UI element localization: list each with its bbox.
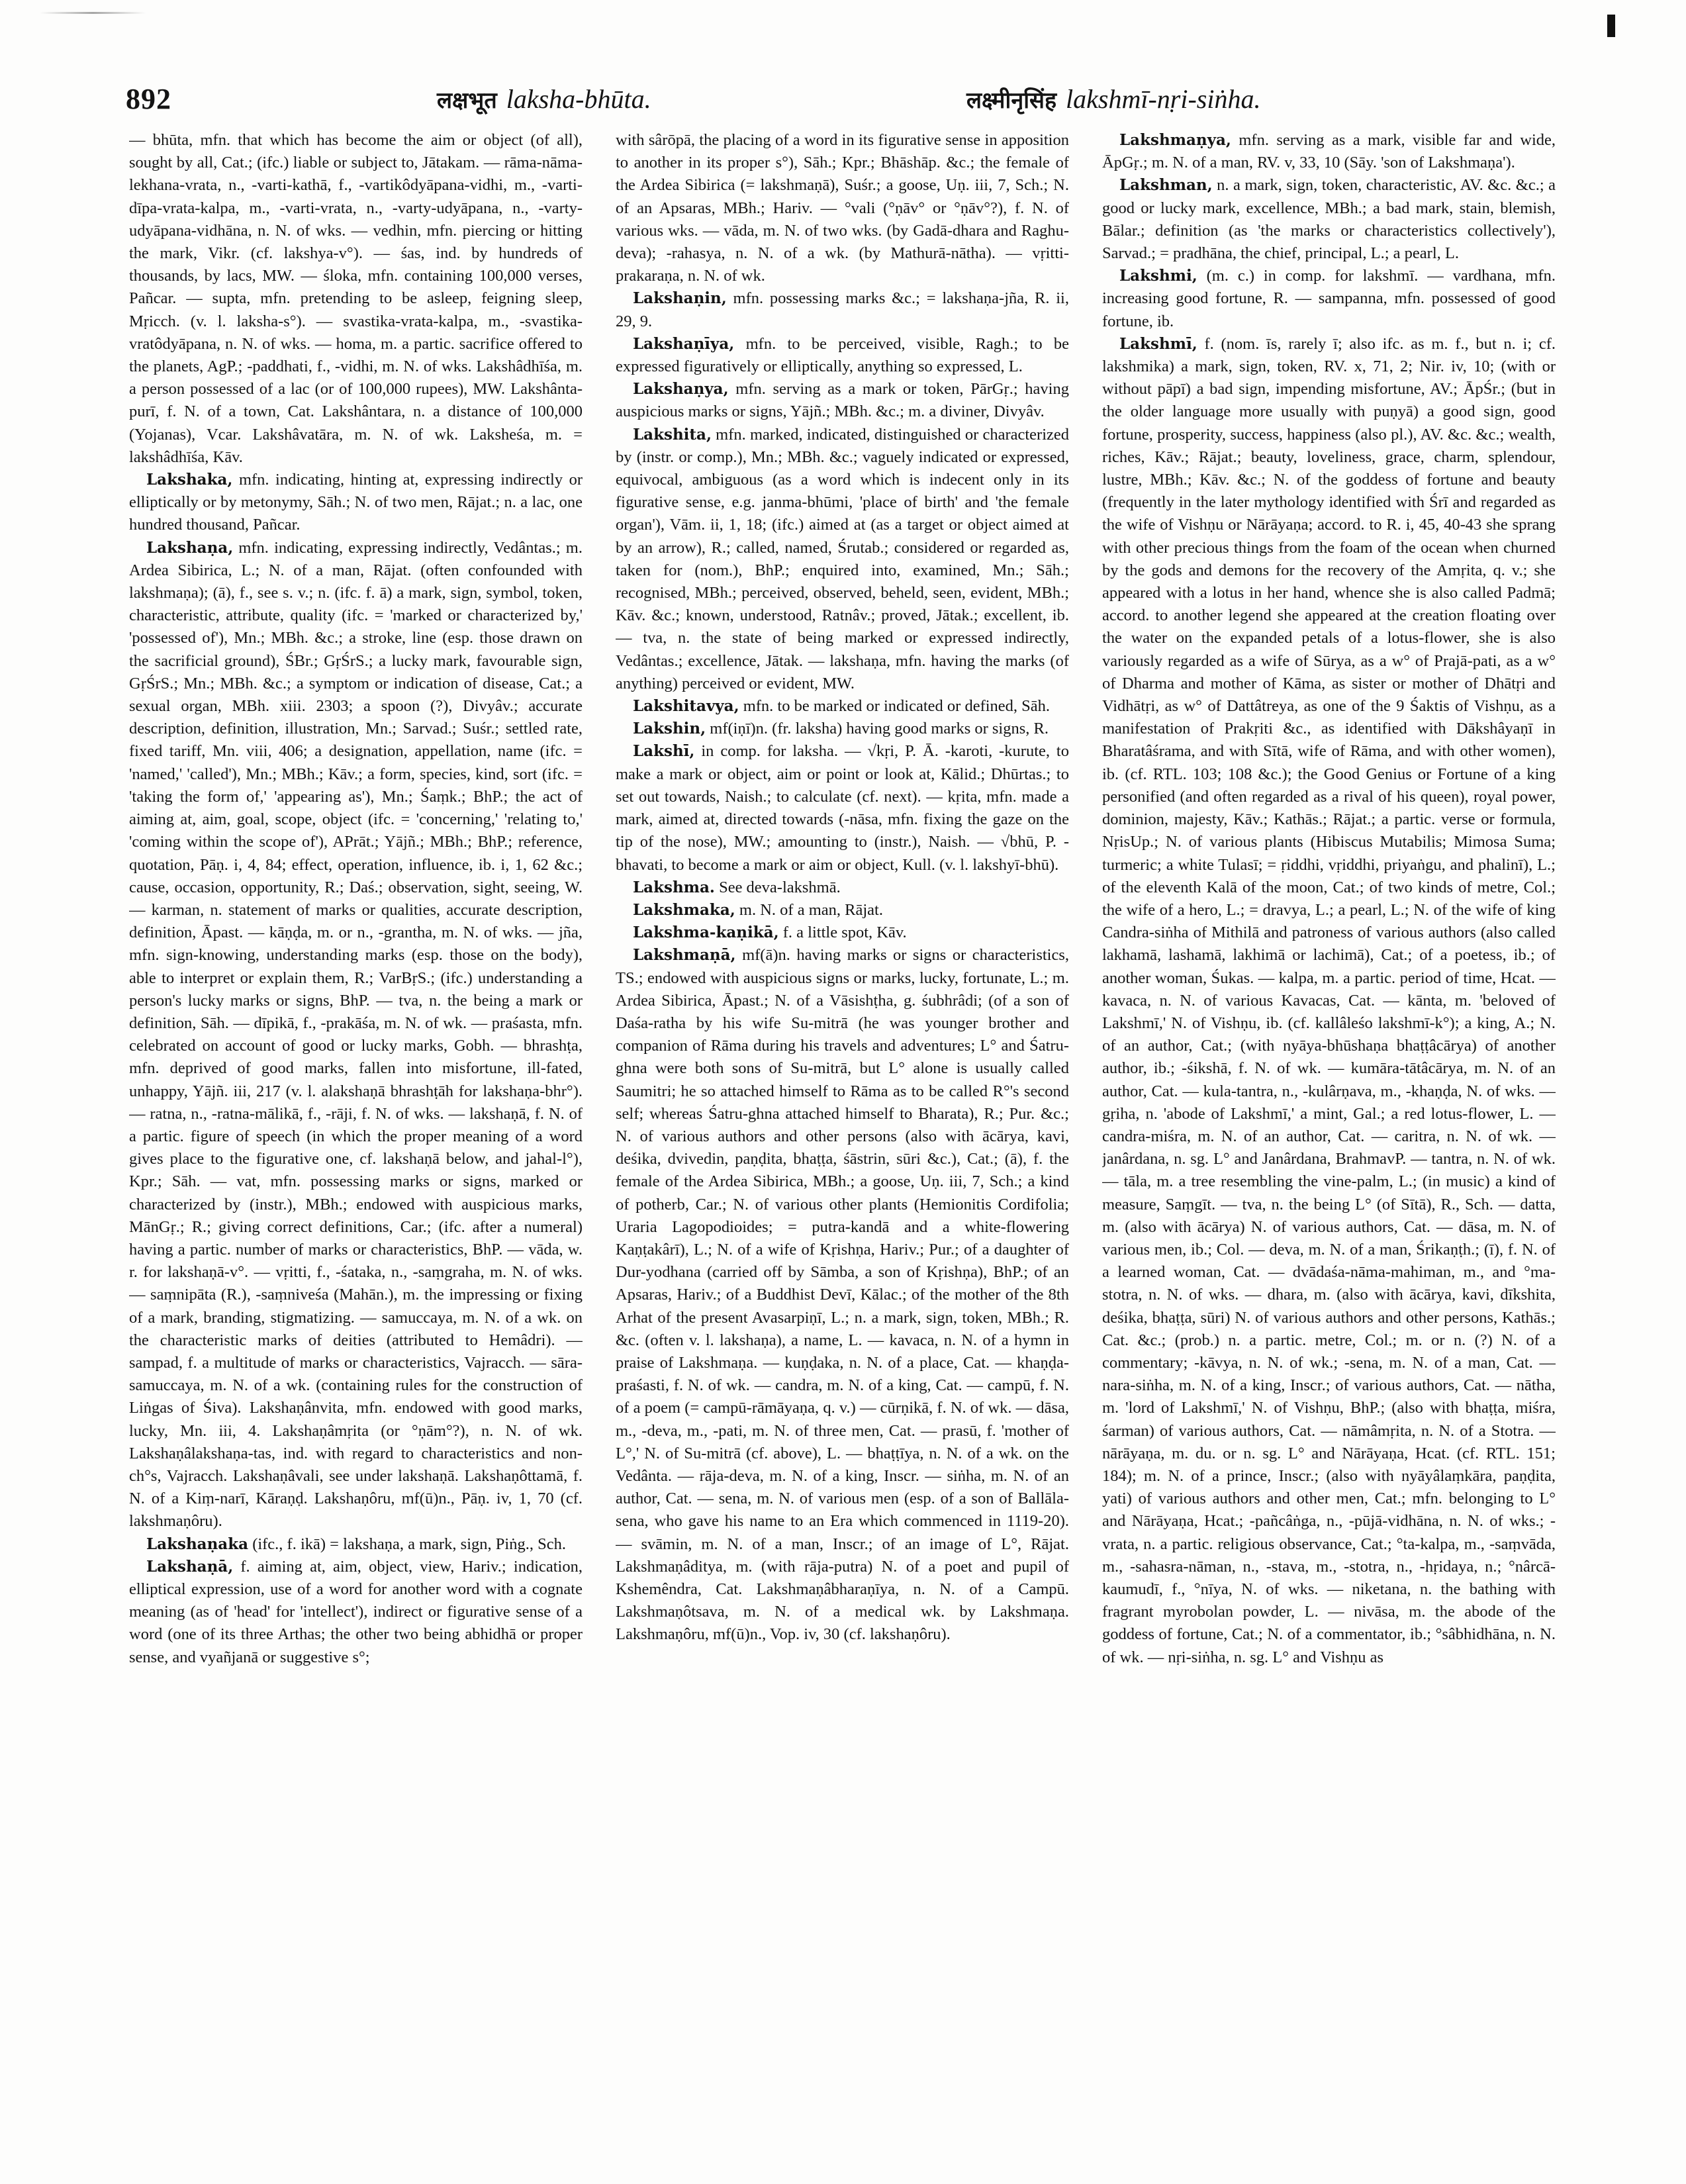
entry-definition: — bhūta, mfn. that which has become the aim or object (of all), sought by all, Cat.; (ifc.) liable or subject to, Jātakam. — rāma-nāma-lekhana-vrata, n., -varti-kathā, f., -vartikôdyāpana-vidhi, m., -varti-dīpa-vrata-kalpa, m., -varti-vrata, n., -varty-udyāpana, n., -varty-udyāpana-vidhāna, n. N. of wks. — vedhin, mfn. piercing or hitting the mark, Vikr. (cf. lakshya-v°). — śas, ind. by hundreds of thousands, by lacs, MW. — śloka, mfn. containing 100,000 verses, Pañcar. — supta, mfn. pretending to be asleep, feigning sleep, Mṛicch. (v. l. laksha-s°). — svastika-vrata-kalpa, m., -svastika-vratôdyāpana, n. N. of wks. — homa, m. a partic. sacrifice offered to the planets, AgP.; -paddhati, f., -vidhi, m. N. of wks. Lakshâdhīśa, m. a person possessed of a lac (or of 100,000 rupees), MW. Lakshânta-purī, f. N. of a town, Cat. Lakshântara, n. a distance of 100,000 (Yojanas), Vcar. Lakshâvatāra, m. N. of wk. Laksheśa, m. = lakshâdhīśa, Kāv. bbox=[129, 131, 583, 466]
entry-definition: mf(ā)n. having marks or signs or characteristics, TS.; endowed with auspicious signs or marks, lucky, fortunate, L.; m. Ardea Sibirica, Āpast.; N. of a Vāsishṭha, g. śubhrâdi; (of a son of Daśa-ratha by his wife Su-mitrā (he was younger brother and companion of Rāma during his travels and adventures; L° and Śatru-ghna were both sons of Su-mitrā, but L° alone is usually called Saumitri; he so attached himself to Rāma as to be called R°'s second self; whereas Śatru-ghna attached himself to Bharata), R.; Pur. &c.; N. of various authors and other persons (also with ācārya, kavi, deśika, dvivedin, paṇḍita, bhaṭṭa, śāstrin, sūri &c.), Cat.; (ā), f. the female of the Ardea Sibirica, MBh.; a goose, Uṇ. iii, 7, Sch.; a kind of potherb, Car.; N. of various other plants (Hemionitis Cordifolia; Uraria Lagopodioides; = putra-kandā and a white-flowering Kaṇṭakârī), L.; N. of a wife of Kṛishṇa, Hariv.; Pur.; of a daughter of Dur-yodhana (carried off by Sāmba, a son of Kṛishṇa), BhP.; of an Apsaras, Hariv.; of a Buddhist Devī, Kālac.; of the mother of the 8th Arhat of the present Avasarpiṇī, L.; n. a mark, sign, token, MBh.; R. &c. (often v. l. lakshaṇa), a name, L. — kavaca, n. N. of a hymn in praise of Lakshmaṇa. — kuṇḍaka, n. N. of a place, Cat. — khaṇḍa-praśasti, f. N. of wk. — candra, m. N. of a king, Cat. — campū, f. N. of a poem (= campū-rāmāyaṇa, q. v.) — cūrṇikā, f. N. of wk. — dāsa, m., -deva, m., -pati, m. N. of three men, Cat. — prasū, f. 'mother of L°,' N. of Su-mitrā (cf. above), L. — bhaṭṭīya, n. N. of a wk. on the Vedânta. — rāja-deva, m. N. of a king, Inscr. — siṅha, m. N. of an author, Cat. — sena, m. N. of various men (esp. of a son of Ballāla-sena, who gave his name to an Era which commenced in 1119-20). — svāmin, m. N. of a man, Inscr.; of an image of L°, Rājat. Lakshmaṇâditya, m. (with rāja-putra) N. of a poet and pupil of Kshemêndra, Cat. Lakshmaṇâbharaṇīya, n. N. of a Campū. Lakshmaṇôtsava, m. N. of a medical wk. by Lakshmaṇa. Lakshmaṇôru, mf(ū)n., Vop. iv, 30 (cf. lakshaṇôru). bbox=[616, 946, 1069, 1644]
entry-headword: Lakshita, bbox=[633, 425, 712, 444]
entry-headword: Lakshma-kaṇikā, bbox=[633, 924, 779, 942]
entry-headword: Lakshin, bbox=[633, 720, 706, 738]
header-left-headword bbox=[437, 83, 651, 115]
dictionary-entry bbox=[616, 899, 1069, 922]
dictionary-entry bbox=[616, 287, 1069, 332]
dictionary-entry bbox=[1102, 129, 1556, 174]
dictionary-entry bbox=[129, 469, 583, 537]
dictionary-entry bbox=[129, 1556, 583, 1669]
entry-definition: (m. c.) in comp. for lakshmī. — vardhana, mfn. increasing good fortune, R. — sampanna, mfn. possessed of good fortune, ib. bbox=[1102, 267, 1556, 330]
dictionary-entry bbox=[129, 537, 583, 1533]
entry-definition: with sârōpā, the placing of a word in its figurative sense in apposition to another in its proper s°), Sāh.; Kpr.; Bhāshāp. &c.; the female of the Ardea Sibirica (= lakshmaṇā), Suśr.; a goose, Uṇ. iii, 7, Sch.; N. of an Apsaras, MBh.; Hariv. — °vali (°ṇāv° or °ṇāv°?), f. N. of various wks. — vāda, m. N. of two wks. (by Gadā-dhara and Raghu-deva); -rahasya, n. N. of a wk. (by Mathurā-nātha). — vṛitti-prakaraṇa, n. N. of wk. bbox=[616, 131, 1069, 285]
dictionary-entry bbox=[616, 424, 1069, 695]
entry-headword: Lakshaṇa, bbox=[146, 538, 234, 557]
entry-headword: Lakshman, bbox=[1119, 176, 1213, 195]
dictionary-entry bbox=[616, 718, 1069, 740]
column-3 bbox=[1102, 129, 1556, 2168]
entry-definition: n. a mark, sign, token, characteristic, AV. &c. &c.; a good or lucky mark, excellence, MBh.; a bad mark, stain, blemish, Bālar.; definition (as 'the marks or characteristics collectively'), Sarvad.; = pradhāna, the chief, principal, L.; a pearl, L. bbox=[1102, 176, 1556, 263]
entry-headword: Lakshaṇīya, bbox=[633, 334, 735, 353]
entry-headword: Lakshaṇin, bbox=[633, 289, 727, 308]
header-right-roman: lakshmī-nṛi-siṅha. bbox=[1066, 84, 1261, 114]
dictionary-entry bbox=[1102, 265, 1556, 333]
dictionary-entry bbox=[129, 1533, 583, 1556]
entry-definition: mf(iṇī)n. (fr. laksha) having good marks or signs, R. bbox=[706, 720, 1049, 738]
entry-headword: Lakshaṇā, bbox=[146, 1557, 234, 1576]
entry-definition: mfn. to be marked or indicated or defined, Sāh. bbox=[739, 697, 1051, 716]
entry-headword: Lakshma. bbox=[633, 878, 715, 896]
dictionary-entry bbox=[1102, 333, 1556, 1669]
dictionary-entry bbox=[616, 922, 1069, 944]
entry-definition: (ifc., f. ikā) = lakshaṇa, a mark, sign, Piṅg., Sch. bbox=[248, 1535, 566, 1553]
entry-headword: Lakshmaṇya, bbox=[1119, 131, 1231, 149]
dictionary-entry bbox=[616, 944, 1069, 1646]
entry-definition: m. N. of a man, Rājat. bbox=[735, 900, 883, 919]
entry-headword: Lakshaka, bbox=[146, 471, 233, 489]
entry-headword: Lakshmi, bbox=[1119, 267, 1197, 285]
page-number: 892 bbox=[126, 83, 171, 115]
entry-definition: mfn. indicating, hinting at, expressing indirectly or elliptically or by metonymy, Sāh.; N. of two men, Rājat.; n. a lac, one hundred thousand, Pañcar. bbox=[129, 471, 583, 534]
running-header bbox=[126, 79, 1615, 126]
header-right-devanagari: लक्ष्मीनृसिंह bbox=[966, 87, 1057, 114]
column-1 bbox=[129, 129, 583, 2168]
entry-headword: Lakshaṇya, bbox=[633, 380, 729, 399]
column-2 bbox=[616, 129, 1069, 2168]
entry-definition: mfn. serving as a mark or token, PārGṛ.; having auspicious marks or signs, Yājñ.; MBh. &c.; m. a diviner, Divyâv. bbox=[616, 380, 1069, 421]
dictionary-entry bbox=[1102, 174, 1556, 265]
header-left-devanagari: लक्षभूत bbox=[437, 87, 497, 114]
dictionary-entry bbox=[616, 129, 1069, 287]
entry-definition: See deva-lakshmā. bbox=[714, 878, 841, 896]
scan-artifact bbox=[40, 12, 146, 14]
dictionary-entry bbox=[129, 129, 583, 469]
header-left-roman: laksha-bhūta. bbox=[506, 84, 651, 114]
entry-definition: mfn. marked, indicated, distinguished or characterized by (instr. or comp.), Mn.; MBh. &c.; vaguely indicated or expressed, equivocal, ambiguous (as a word which is indecent only in its figurative sense, e.g. janma-bhūmi, 'place of birth' and 'the female organ'), Vām. ii, 1, 18; (ifc.) aimed at (as a target or object aimed at by an arrow), R.; called, named, Śrutab.; considered or regarded as, taken for (nom.), BhP.; enquired into, examined, Mn.; Sāh.; recognised, MBh.; perceived, observed, beheld, seen, evident, MBh.; Kāv. &c.; known, understood, Ratnâv.; proved, Jātak.; excellent, ib. — tva, n. the state of being marked or expressed indirectly, Vedântas.; excellence, Jātak. — lakshaṇa, mfn. having the marks (of anything) perceived or evident, MW. bbox=[616, 425, 1069, 692]
text-columns bbox=[129, 129, 1612, 2168]
dictionary-entry bbox=[616, 877, 1069, 899]
entry-headword: Lakshmī, bbox=[1119, 334, 1197, 353]
entry-definition: mfn. indicating, expressing indirectly, Vedântas.; m. Ardea Sibirica, L.; N. of a man, Rājat. (often confounded with lakshmaṇa); (ā), f., see s. v.; n. (ifc. f. ā) a mark, sign, symbol, token, characteristic, attribute, quality (ifc. = 'marked or characterized by,' 'possessed of'), Mn.; MBh. &c.; a stroke, line (esp. those drawn on the sacrificial ground), ŚBr.; GṛŚrS.; a lucky mark, favourable sign, GṛŚrS.; Mn.; MBh. &c.; a symptom or indication of disease, Cat.; a sexual organ, MBh. xiii. 2303; a spoon (?), Divyâv.; accurate description, definition, illustration, Mn.; Sarvad.; Suśr.; settled rate, fixed tariff, Mn. viii, 406; a designation, appellation, name (ifc. = 'named,' 'called'), Mn.; MBh.; Kāv.; a form, species, kind, sort (ifc. = 'taking the form of,' 'appearing as'), Mn.; Śaṃk.; BhP.; the act of aiming at, aim, goal, scope, object (ifc. = 'concerning,' 'relating to,' 'coming within the scope of'), APrāt.; Yājñ.; MBh.; BhP.; reference, quotation, Pāṇ. i, 4, 84; effect, operation, influence, ib. i, 1, 62 &c.; cause, occasion, opportunity, R.; Daś.; observation, sight, seeing, W. — karman, n. statement of marks or qualities, accurate description, definition, Āpast. — kāṇḍa, m. or n., -grantha, m. N. of wks. — jña, mfn. sign-knowing, understanding marks (esp. those on the body), able to interpret or explain them, R.; VarBṛS.; (ifc.) understanding a person's lucky marks or signs, BhP. — tva, n. the being a mark or definition, Sāh. — dīpikā, f., -prakāśa, m. N. of wk. — praśasta, mfn. celebrated on account of good or lucky marks, Gobh. — bhrashṭa, mfn. deprived of good marks, fallen into misfortune, ill-fated, unhappy, Yājñ. iii, 217 (v. l. alakshaṇā bhrashṭāh for lakshaṇa-bhr°). — ratna, n., -ratna-mālikā, f., -rāji, f. N. of wks. — lakshaṇā, f. N. of a partic. figure of speech (in which the proper meaning of a word gives place to the figurative one, cf. lakshaṇā below, and jahal-l°), Kpr.; Sāh. — vat, mfn. possessing marks or signs, marked or characterized by (instr.), MBh.; endowed with auspicious marks, MānGṛ.; R.; giving correct definitions, Car.; (ifc. after a numeral) having a partic. number of marks or characteristics, BhP. — vāda, w. r. for lakshaṇā-v°. — vṛitti, f., -śataka, n., -saṃgraha, m. N. of wks. — saṃnipāta (R.), -saṃniveśa (Mahān.), m. the impressing or fixing of a mark, branding, stigmatizing. — samuccaya, m. N. of a wk. on the characteristic marks of deities (attributed to Hemâdri). — sampad, f. a multitude of marks or characteristics, Vajracch. — sāra-samuccaya, m. N. of a wk. (containing rules for the construction of Liṅgas of Śiva). Lakshaṇânvita, mfn. endowed with good marks, lucky, Mn. iii, 4. Lakshaṇâmṛita (or °ṇām°?), n. N. of wk. Lakshaṇâlakshaṇa-tas, ind. with regard to characteristics and non-ch°s, Vajracch. Lakshaṇâvali, see under lakshaṇā. Lakshaṇôttamā, f. N. of a Kiṃ-narī, Kāraṇḍ. Lakshaṇôru, mf(ū)n., Pāṇ. iv, 1, 70 (cf. lakshmaṇôru). bbox=[129, 538, 583, 1531]
entry-headword: Lakshmaka, bbox=[633, 900, 735, 919]
header-right-headword bbox=[966, 83, 1260, 115]
entry-definition: f. aiming at, aim, object, view, Hariv.; indication, elliptical expression, use of a word for another word with a cognate meaning (as of 'head' for 'intellect'), indirect or figurative sense of a word (one of its three Arthas; the other two being abhidhā or proper sense, and vyañjanā or suggestive s°; bbox=[129, 1557, 583, 1666]
dictionary-entry bbox=[616, 740, 1069, 876]
page-edge-mark bbox=[1607, 15, 1615, 37]
dictionary-entry bbox=[616, 378, 1069, 423]
entry-definition: mfn. possessing marks &c.; = lakshaṇa-jña, R. ii, 29, 9. bbox=[616, 289, 1069, 330]
dictionary-entry bbox=[616, 695, 1069, 718]
entry-definition: mfn. to be perceived, visible, Ragh.; to be expressed figuratively or elliptically, anything so expressed, L. bbox=[616, 334, 1069, 376]
entry-definition: mfn. serving as a mark, visible far and wide, ĀpGṛ.; m. N. of a man, RV. v, 33, 10 (Sāy. 'son of Lakshmaṇa'). bbox=[1102, 131, 1556, 172]
entry-headword: Lakshaṇaka bbox=[146, 1535, 249, 1553]
entry-headword: Lakshī, bbox=[633, 742, 695, 761]
entry-definition: in comp. for laksha. — √kṛi, P. Ā. -karoti, -kurute, to make a mark or object, aim or point or look at, Kālid.; Dhūrtas.; to set out towards, Naish.; to calculate (cf. next). — kṛita, mfn. made a mark, aimed at, directed towards (-nāsa, mfn. fixing the gaze on the tip of the nose), MW.; amounting to (instr.), Naish. — √bhū, P. -bhavati, to become a mark or aim or object, Kull. (v. l. lakshyī-bhū). bbox=[616, 742, 1069, 874]
entry-definition: f. (nom. īs, rarely ī; also ifc. as m. f., but n. i; cf. lakshmika) a mark, sign, token, RV. x, 71, 2; Nir. iv, 10; (with or without pāpī) a bad sign, impending misfortune, AV.; ĀpŚr.; (but in the older language more usually with puṇyā) a good sign, good fortune, prosperity, success, happiness (also pl.), AV. &c. &c.; wealth, riches, Kāv.; Rājat.; beauty, loveliness, grace, charm, splendour, lustre, MBh.; Kāv. &c.; N. of the goddess of fortune and beauty (frequently in the later mythology identified with Śrī and regarded as the wife of Vishṇu or Nārāyaṇa; accord. to R. i, 45, 40-43 she sprang with other precious things from the foam of the ocean when churned by the gods and demons for the recovery of the Amṛita, q. v.; she appeared with a lotus in her hand, whence she is also called Padmā; accord. to another legend she appeared at the creation floating over the water on the expanded petals of a lotus-flower, she is also variously regarded as a wife of Sūrya, as a w° of Prajā-pati, as a w° of Dharma and mother of Kāma, as sister or mother of Dhātṛi and Vidhātṛi, as w° of Dattâtreya, as one of the 9 Śaktis of Vishṇu, as a manifestation of Prakṛiti &c., as identified with Dākshâyaṇī in Bharatâśrama, and with Sītā, wife of Rāma, and with other women), ib. (cf. RTL. 103; 108 &c.); the Good Genius or Fortune of a king personified (and often regarded as a rival of his queen), royal power, dominion, majesty, Kāv.; Kathās.; Rājat.; a partic. verse or formula, NṛisUp.; N. of various plants (Hibiscus Mutabilis; Mimosa Suma; turmeric; a white Tulasī; = ṛiddhi, vṛiddhi, priyaṅgu, and phalinī), L.; of the eleventh Kalā of the moon, Cat.; of two kinds of metre, Col.; the wife of a hero, L.; = dravya, L.; a pearl, L.; N. of the wife of king Candra-siṅha of Mithilā and patroness of various authors (also called lakhamā, lashamā, lakhimā or lachimā), Cat.; of a poetess, ib.; of another woman, Śukas. — kalpa, m. a partic. period of time, Hcat. — kavaca, n. N. of various Kavacas, Cat. — kānta, m. 'beloved of Lakshmī,' N. of Vishṇu, ib. (cf. kallâleśo lakshmī-k°); a king, A.; N. of an author, Cat.; (with nyāya-bhūshaṇa bhaṭṭâcārya) of another author, ib.; -śikshā, f. N. of wk. — kumāra-tātâcārya, m. N. of an author, Cat. — kula-tantra, n., -kulârṇava, m., -khaṇḍa, N. of wks. — gṛiha, n. 'abode of Lakshmī,' a mint, Gal.; a red lotus-flower, L. — candra-miśra, m. N. of an author, Cat. — caritra, n. N. of wk. — janârdana, n. sg. L° and Janârdana, BrahmavP. — tantra, n. N. of wk. — tāla, m. a tree resembling the vine-palm, L.; (in music) a kind of measure, Saṃgīt. — tva, n. the being L° (of Sītā), R., Sch. — datta, m. (also with ācārya) N. of various authors, Cat. — dāsa, m. N. of various men, ib.; Col. — deva, m. N. of a man, Śrikaṇṭh.; (ī), f. N. of a learned woman, Cat. — dvādaśa-nāma-mahiman, m., and °ma-stotra, n. N. of wks. — dhara, m. (also with ācārya, kavi, dīkshita, deśika, bhaṭṭa, sūri) N. of various authors and other persons, Kathās.; Cat. &c.; (prob.) n. a partic. metre, Col.; m. or n. (?) N. of a commentary; -kāvya, n. N. of wk.; -sena, m. N. of a man, Cat. — nara-siṅha, m. N. of a king, Inscr.; of various authors, Cat. — nātha, m. 'lord of Lakshmī,' N. of Vishṇu, BhP.; (also with bhaṭṭa, miśra, śarman) of various authors, Cat. — nāmâmṛita, n. N. of a Stotra. — nārāyaṇa, m. du. or n. sg. L° and Nārāyaṇa, Hcat. (cf. RTL. 151; 184); m. N. of a prince, Inscr.; (also with nyāyâlaṃkāra, paṇḍita, yati) of various authors and other men, Cat.; mfn. belonging to L° and Nārāyaṇa, Hcat.; -pañcâṅga, n., -pūjā-vidhāna, n. N. of wks.; -vrata, n. a partic. religious observance, Cat.; °ta-kalpa, m., -saṃvāda, m., -sahasra-nāman, n., -stava, m., -stotra, n., -hṛidaya, n.; °nârcā-kaumudī, f., °nīya, N. of wks. — niketana, n. the bathing with fragrant myrobolan powder, L. — nivāsa, m. the abode of the goddess of fortune, Cat.; N. of a commentator, ib.; °sâbhidhāna, n. N. of wk. — nṛi-siṅha, n. sg. L° and Vishṇu as bbox=[1102, 334, 1556, 1666]
entry-headword: Lakshmaṇā, bbox=[633, 946, 736, 965]
entry-headword: Lakshitavya, bbox=[633, 697, 739, 716]
entry-definition: f. a little spot, Kāv. bbox=[778, 924, 907, 942]
dictionary-entry bbox=[616, 333, 1069, 378]
